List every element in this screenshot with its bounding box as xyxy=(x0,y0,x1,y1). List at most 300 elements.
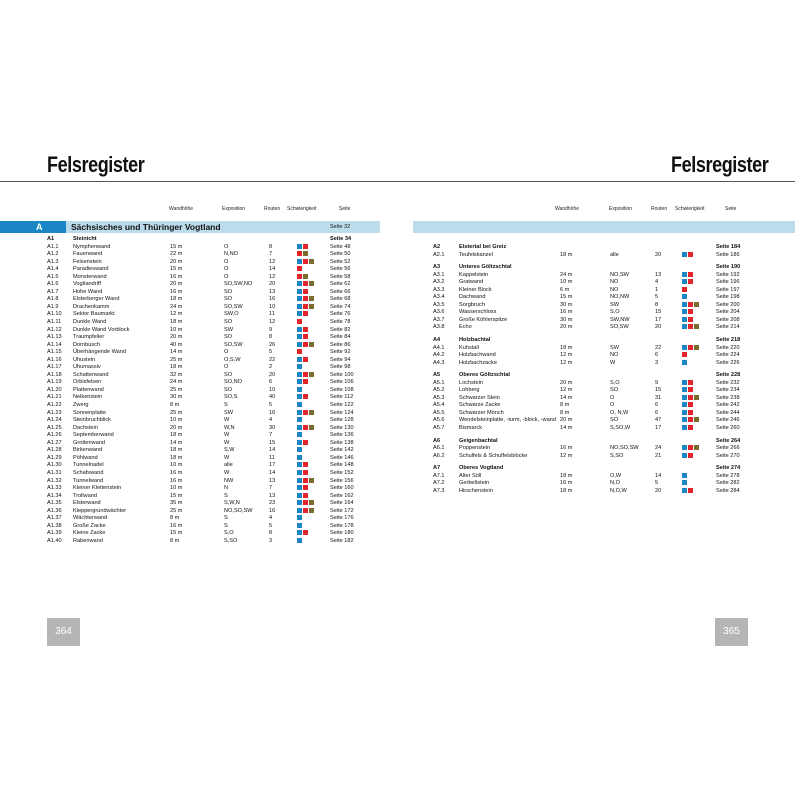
crag-row xyxy=(433,287,763,295)
exposure: W xyxy=(224,454,230,461)
crag-row xyxy=(433,480,763,488)
crag-code: A7.1 xyxy=(433,472,445,479)
crag-name: Echo xyxy=(459,324,472,331)
wall-height: 15 m xyxy=(170,530,183,537)
crag-code: A1.22 xyxy=(47,402,62,409)
page-ref: Seite 197 xyxy=(716,286,740,293)
crag-name: Wächterwand xyxy=(73,515,108,522)
crag-code: A1.34 xyxy=(47,492,62,499)
page-ref: Seite 274 xyxy=(716,465,741,472)
route-count: 10 xyxy=(269,303,276,310)
difficulty-olive-square xyxy=(694,445,699,450)
crag-row xyxy=(47,515,377,523)
difficulty-red-square xyxy=(688,410,693,415)
route-count: 12 xyxy=(269,319,276,326)
wall-height: 20 m xyxy=(170,281,183,288)
wall-height: 16 m xyxy=(170,273,183,280)
crag-row xyxy=(433,345,763,353)
page-ref: Seite 260 xyxy=(716,425,740,432)
crag-code: A7 xyxy=(433,465,441,472)
difficulty-olive-square xyxy=(309,342,314,347)
page-number-left: 364 xyxy=(47,618,80,646)
crag-name: Kappelstein xyxy=(459,271,489,278)
subsection-name: Oberes Vogtland xyxy=(459,465,504,472)
wall-height: 8 m xyxy=(170,537,180,544)
difficulty-red-square xyxy=(303,500,308,505)
route-count: 13 xyxy=(269,477,276,484)
route-count: 14 xyxy=(655,472,662,479)
page-ref: Seite 34 xyxy=(330,236,352,242)
crag-code: A4.2 xyxy=(433,352,445,359)
crag-code: A5 xyxy=(433,372,441,379)
colhead-wall-height-right: Wandhöhe xyxy=(555,206,579,212)
wall-height: 16 m xyxy=(170,469,183,476)
difficulty-red-square xyxy=(303,357,308,362)
crag-row xyxy=(433,302,763,310)
route-count: 22 xyxy=(269,356,276,363)
crag-code: A1.21 xyxy=(47,394,62,401)
wall-height: 10 m xyxy=(560,279,573,286)
page-ref: Seite 220 xyxy=(716,344,740,351)
crag-code: A1.30 xyxy=(47,462,62,469)
crag-code: A6 xyxy=(433,437,441,444)
route-count: 14 xyxy=(269,469,276,476)
crag-code: A5.7 xyxy=(433,425,445,432)
page-ref: Seite 94 xyxy=(330,356,351,363)
route-count: 20 xyxy=(655,324,662,331)
crag-code: A1.32 xyxy=(47,477,62,484)
wall-height: 16 m xyxy=(170,522,183,529)
wall-height: 14 m xyxy=(170,439,183,446)
difficulty-blue-square xyxy=(297,311,302,316)
page-ref: Seite 234 xyxy=(716,387,740,394)
crag-row xyxy=(433,380,763,388)
crag-row xyxy=(47,357,377,365)
difficulty-blue-square xyxy=(297,538,302,543)
difficulty-blue-square xyxy=(297,387,302,392)
crag-name: Schwarze Zacke xyxy=(459,402,501,409)
crag-row xyxy=(47,274,377,282)
wall-height: 30 m xyxy=(170,394,183,401)
crag-row xyxy=(47,493,377,501)
difficulty-blue-square xyxy=(682,480,687,485)
crag-code: A1.38 xyxy=(47,522,62,529)
page-ref: Seite 62 xyxy=(330,281,351,288)
crag-row xyxy=(433,294,763,302)
difficulty-red-square xyxy=(303,493,308,498)
exposure: alle xyxy=(224,462,233,469)
exposure: W xyxy=(610,359,616,366)
difficulty-blue-square xyxy=(682,317,687,322)
difficulty-blue-square xyxy=(682,309,687,314)
wall-height: 16 m xyxy=(560,480,573,487)
difficulty-red-square xyxy=(688,317,693,322)
route-count: 40 xyxy=(269,394,276,401)
page-ref: Seite 130 xyxy=(330,424,354,431)
wall-height: 10 m xyxy=(170,462,183,469)
route-count: 10 xyxy=(269,386,276,393)
page-ref: Seite 86 xyxy=(330,341,351,348)
crag-name: Dachwand xyxy=(459,294,486,301)
crag-name: Trollwand xyxy=(73,492,98,499)
crag-name: Schattenwand xyxy=(73,371,109,378)
subsection-name: Elstertal bei Greiz xyxy=(459,244,507,250)
exposure: S xyxy=(224,515,228,522)
route-count: 6 xyxy=(655,402,659,409)
route-count: 5 xyxy=(269,349,273,356)
page-ref: Seite 184 xyxy=(716,244,741,250)
exposure: N,NO xyxy=(224,251,238,258)
exposure: S,O xyxy=(610,309,620,316)
route-count: 2 xyxy=(269,364,273,371)
crag-code: A1.26 xyxy=(47,432,62,439)
crag-row xyxy=(433,317,763,325)
wall-height: 8 m xyxy=(560,402,570,409)
page-ref: Seite 98 xyxy=(330,364,351,371)
crag-row xyxy=(47,500,377,508)
route-count: 14 xyxy=(269,447,276,454)
difficulty-red-square xyxy=(688,252,693,257)
crag-name: Lohberg xyxy=(459,387,480,394)
difficulty-blue-square xyxy=(297,327,302,332)
exposure: O xyxy=(610,394,615,401)
wall-height: 10 m xyxy=(170,326,183,333)
wall-height: 30 m xyxy=(560,316,573,323)
exposure: S,W,N xyxy=(224,500,240,507)
route-count: 31 xyxy=(655,394,662,401)
crag-code: A1.19 xyxy=(47,379,62,386)
crag-row xyxy=(47,304,377,312)
exposure: SO,SW xyxy=(224,303,243,310)
difficulty-red-square xyxy=(303,485,308,490)
wall-height: 25 m xyxy=(170,409,183,416)
route-count: 8 xyxy=(269,243,273,250)
crag-code: A1.17 xyxy=(47,364,62,371)
exposure: O,W xyxy=(610,472,622,479)
crag-row xyxy=(433,488,763,496)
crag-code: A1.28 xyxy=(47,447,62,454)
page-ref: Seite 74 xyxy=(330,303,351,310)
route-count: 13 xyxy=(655,271,662,278)
exposure: N,O xyxy=(610,480,620,487)
difficulty-blue-square xyxy=(297,410,302,415)
difficulty-blue-square xyxy=(682,279,687,284)
route-count: 16 xyxy=(269,409,276,416)
colhead-routes-right: Routen xyxy=(651,206,668,212)
wall-height: 15 m xyxy=(560,294,573,301)
wall-height: 8 m xyxy=(170,515,180,522)
difficulty-blue-square xyxy=(297,334,302,339)
wall-height: 32 m xyxy=(170,371,183,378)
route-count: 4 xyxy=(269,515,273,522)
crag-row xyxy=(433,445,763,453)
difficulty-olive-square xyxy=(309,410,314,415)
page-ref: Seite 146 xyxy=(330,454,354,461)
page-ref: Seite 48 xyxy=(330,243,351,250)
crag-row xyxy=(47,485,377,493)
wall-height: 15 m xyxy=(170,243,183,250)
difficulty-red-square xyxy=(303,394,308,399)
exposure: SW xyxy=(224,326,234,333)
crag-row xyxy=(47,334,377,342)
wall-height: 20 m xyxy=(170,424,183,431)
difficulty-blue-square xyxy=(297,417,302,422)
crag-name: Traumpfeiler xyxy=(73,334,105,341)
page-ref: Seite 50 xyxy=(330,251,351,258)
page-ref: Seite 164 xyxy=(330,500,354,507)
page-ref: Seite 162 xyxy=(330,492,354,499)
difficulty-blue-square xyxy=(297,244,302,249)
page-title-right: Felsregister xyxy=(671,152,769,177)
crag-row xyxy=(47,478,377,486)
crag-code: A1.5 xyxy=(47,273,59,280)
crag-row xyxy=(433,252,763,260)
page-ref: Seite 76 xyxy=(330,311,351,318)
difficulty-olive-square xyxy=(303,274,308,279)
exposure: W xyxy=(224,469,230,476)
difficulty-blue-square xyxy=(682,252,687,257)
page-ref: Seite 278 xyxy=(716,472,740,479)
crag-name: Kleiner Block xyxy=(459,286,492,293)
difficulty-red-square xyxy=(688,453,693,458)
route-count: 12 xyxy=(269,258,276,265)
colhead-wall-height-left: Wandhöhe xyxy=(169,206,193,212)
page-ref: Seite 124 xyxy=(330,409,354,416)
difficulty-blue-square xyxy=(682,345,687,350)
route-count: 3 xyxy=(269,537,273,544)
crag-row xyxy=(47,327,377,335)
difficulty-blue-square xyxy=(297,462,302,467)
register-list-right xyxy=(433,244,763,495)
difficulty-red-square xyxy=(303,478,308,483)
crag-name: Tunnelnadel xyxy=(73,462,104,469)
route-count: 6 xyxy=(655,352,659,359)
route-count: 13 xyxy=(269,492,276,499)
exposure: W xyxy=(224,417,230,424)
difficulty-red-square xyxy=(297,349,302,354)
section-band-right xyxy=(413,221,795,233)
difficulty-red-square xyxy=(303,304,308,309)
page-ref: Seite 52 xyxy=(330,258,351,265)
difficulty-olive-square xyxy=(694,302,699,307)
difficulty-olive-square xyxy=(694,417,699,422)
difficulty-red-square xyxy=(688,387,693,392)
crag-name: Wasserschloss xyxy=(459,309,497,316)
crag-name: Holzbachwand xyxy=(459,352,496,359)
difficulty-blue-square xyxy=(682,453,687,458)
difficulty-olive-square xyxy=(694,324,699,329)
route-count: 14 xyxy=(269,266,276,273)
wall-height: 18 m xyxy=(560,487,573,494)
wall-height: 14 m xyxy=(560,394,573,401)
page-ref: Seite 68 xyxy=(330,296,351,303)
difficulty-blue-square xyxy=(297,259,302,264)
exposure: O xyxy=(224,266,229,273)
crag-name: Elsterwand xyxy=(73,500,101,507)
crag-name: Dornbusch xyxy=(73,341,101,348)
colhead-exposure-left: Exposition xyxy=(222,206,246,212)
exposure: NO xyxy=(610,286,619,293)
crag-row xyxy=(433,279,763,287)
crag-row xyxy=(47,447,377,455)
difficulty-blue-square xyxy=(297,357,302,362)
page-ref: Seite 208 xyxy=(716,316,740,323)
crag-row xyxy=(433,309,763,317)
difficulty-red-square xyxy=(303,334,308,339)
crag-row xyxy=(47,296,377,304)
page-ref: Seite 172 xyxy=(330,507,354,514)
wall-height: 16 m xyxy=(560,309,573,316)
wall-height: 20 m xyxy=(560,379,573,386)
colhead-exposure-right: Exposition xyxy=(609,206,633,212)
crag-name: Gratwand xyxy=(459,279,484,286)
page-ref: Seite 246 xyxy=(716,417,740,424)
difficulty-blue-square xyxy=(297,432,302,437)
exposure: S,SO xyxy=(224,537,238,544)
wall-height: 24 m xyxy=(170,303,183,310)
crag-code: A1.35 xyxy=(47,500,62,507)
route-count: 16 xyxy=(269,507,276,514)
wall-height: 6 m xyxy=(560,286,570,293)
page-ref: Seite 244 xyxy=(716,409,740,416)
wall-height: 18 m xyxy=(170,364,183,371)
crag-name: Paradieswand xyxy=(73,266,109,273)
crag-code: A4 xyxy=(433,337,441,344)
crag-code: A1.8 xyxy=(47,296,59,303)
crag-row xyxy=(47,425,377,433)
exposure: O xyxy=(224,349,229,356)
exposure: O,S,W xyxy=(224,356,241,363)
difficulty-red-square xyxy=(688,272,693,277)
difficulty-red-square xyxy=(688,324,693,329)
subsection-row xyxy=(433,264,763,272)
route-count: 7 xyxy=(269,432,273,439)
wall-height: 18 m xyxy=(560,251,573,258)
crag-code: A1.27 xyxy=(47,439,62,446)
difficulty-blue-square xyxy=(297,478,302,483)
difficulty-blue-square xyxy=(682,324,687,329)
page-ref: Seite 232 xyxy=(716,379,740,386)
page-ref: Seite 78 xyxy=(330,319,351,326)
exposure: SO xyxy=(224,296,233,303)
page-ref: Seite 214 xyxy=(716,324,740,331)
wall-height: 15 m xyxy=(170,492,183,499)
crag-code: A1.33 xyxy=(47,485,62,492)
crag-code: A1.24 xyxy=(47,417,62,424)
crag-name: Bismarck xyxy=(459,425,482,432)
crag-code: A1.4 xyxy=(47,266,59,273)
difficulty-olive-square xyxy=(309,500,314,505)
page-ref: Seite 178 xyxy=(330,522,354,529)
crag-code: A2 xyxy=(433,244,441,250)
difficulty-blue-square xyxy=(297,289,302,294)
crag-name: Schafswand xyxy=(73,469,104,476)
page-ref: Seite 226 xyxy=(716,359,740,366)
route-count: 17 xyxy=(655,316,662,323)
difficulty-red-square xyxy=(303,425,308,430)
crag-row xyxy=(47,394,377,402)
crag-code: A1.40 xyxy=(47,537,62,544)
crag-row xyxy=(47,538,377,546)
difficulty-blue-square xyxy=(682,410,687,415)
difficulty-red-square xyxy=(297,251,302,256)
exposure: SO xyxy=(610,417,619,424)
wall-height: 12 m xyxy=(560,387,573,394)
crag-name: Rabenwand xyxy=(73,537,103,544)
route-count: 7 xyxy=(269,251,273,258)
crag-name: Plattenwand xyxy=(73,386,104,393)
wall-height: 12 m xyxy=(560,452,573,459)
crag-row xyxy=(433,425,763,433)
exposure: SO,S xyxy=(224,394,238,401)
crag-code: A1.39 xyxy=(47,530,62,537)
section-page: Seite 32 xyxy=(330,224,351,230)
crag-code: A1.31 xyxy=(47,469,62,476)
crag-row xyxy=(47,281,377,289)
crag-row xyxy=(433,473,763,481)
crag-code: A3.5 xyxy=(433,301,445,308)
page-ref: Seite 100 xyxy=(330,371,354,378)
page-ref: Seite 122 xyxy=(330,402,354,409)
route-count: 4 xyxy=(655,279,659,286)
difficulty-blue-square xyxy=(297,425,302,430)
exposure: O xyxy=(224,243,229,250)
crag-name: Sektor Baumarkt xyxy=(73,311,115,318)
crag-name: Septemberwand xyxy=(73,432,114,439)
difficulty-red-square xyxy=(303,342,308,347)
crag-name: Vogtlandriff xyxy=(73,281,101,288)
page-ref: Seite 238 xyxy=(716,394,740,401)
crag-name: Tunnelwand xyxy=(73,477,104,484)
page-ref: Seite 56 xyxy=(330,266,351,273)
subsection-row xyxy=(433,438,763,446)
wall-height: 14 m xyxy=(170,349,183,356)
crag-row xyxy=(47,259,377,267)
crag-code: A4.1 xyxy=(433,344,445,351)
difficulty-olive-square xyxy=(309,372,314,377)
difficulty-red-square xyxy=(303,440,308,445)
wall-height: 8 m xyxy=(170,402,180,409)
difficulty-olive-square xyxy=(309,425,314,430)
crag-name: Schwarzer Stein xyxy=(459,394,500,401)
route-count: 24 xyxy=(655,445,662,452)
crag-code: A3.4 xyxy=(433,294,445,301)
difficulty-blue-square xyxy=(297,281,302,286)
crag-name: Sorgbruch xyxy=(459,301,485,308)
page-ref: Seite 66 xyxy=(330,288,351,295)
exposure: NO,SO,SW xyxy=(224,507,253,514)
crag-code: A1.23 xyxy=(47,409,62,416)
crag-row xyxy=(47,372,377,380)
wall-height: 20 m xyxy=(560,324,573,331)
difficulty-blue-square xyxy=(682,380,687,385)
difficulty-red-square xyxy=(297,274,302,279)
crag-code: A7.2 xyxy=(433,480,445,487)
crag-row xyxy=(47,410,377,418)
crag-row xyxy=(47,432,377,440)
crag-row xyxy=(47,462,377,470)
subsection-name: Oberes Göltzschtal xyxy=(459,372,510,379)
colhead-routes-left: Routen xyxy=(264,206,281,212)
difficulty-blue-square xyxy=(297,342,302,347)
difficulty-blue-square xyxy=(297,379,302,384)
difficulty-red-square xyxy=(688,488,693,493)
route-count: 17 xyxy=(655,425,662,432)
crag-code: A1.2 xyxy=(47,251,59,258)
route-count: 20 xyxy=(269,371,276,378)
crag-row xyxy=(47,417,377,425)
difficulty-red-square xyxy=(303,410,308,415)
